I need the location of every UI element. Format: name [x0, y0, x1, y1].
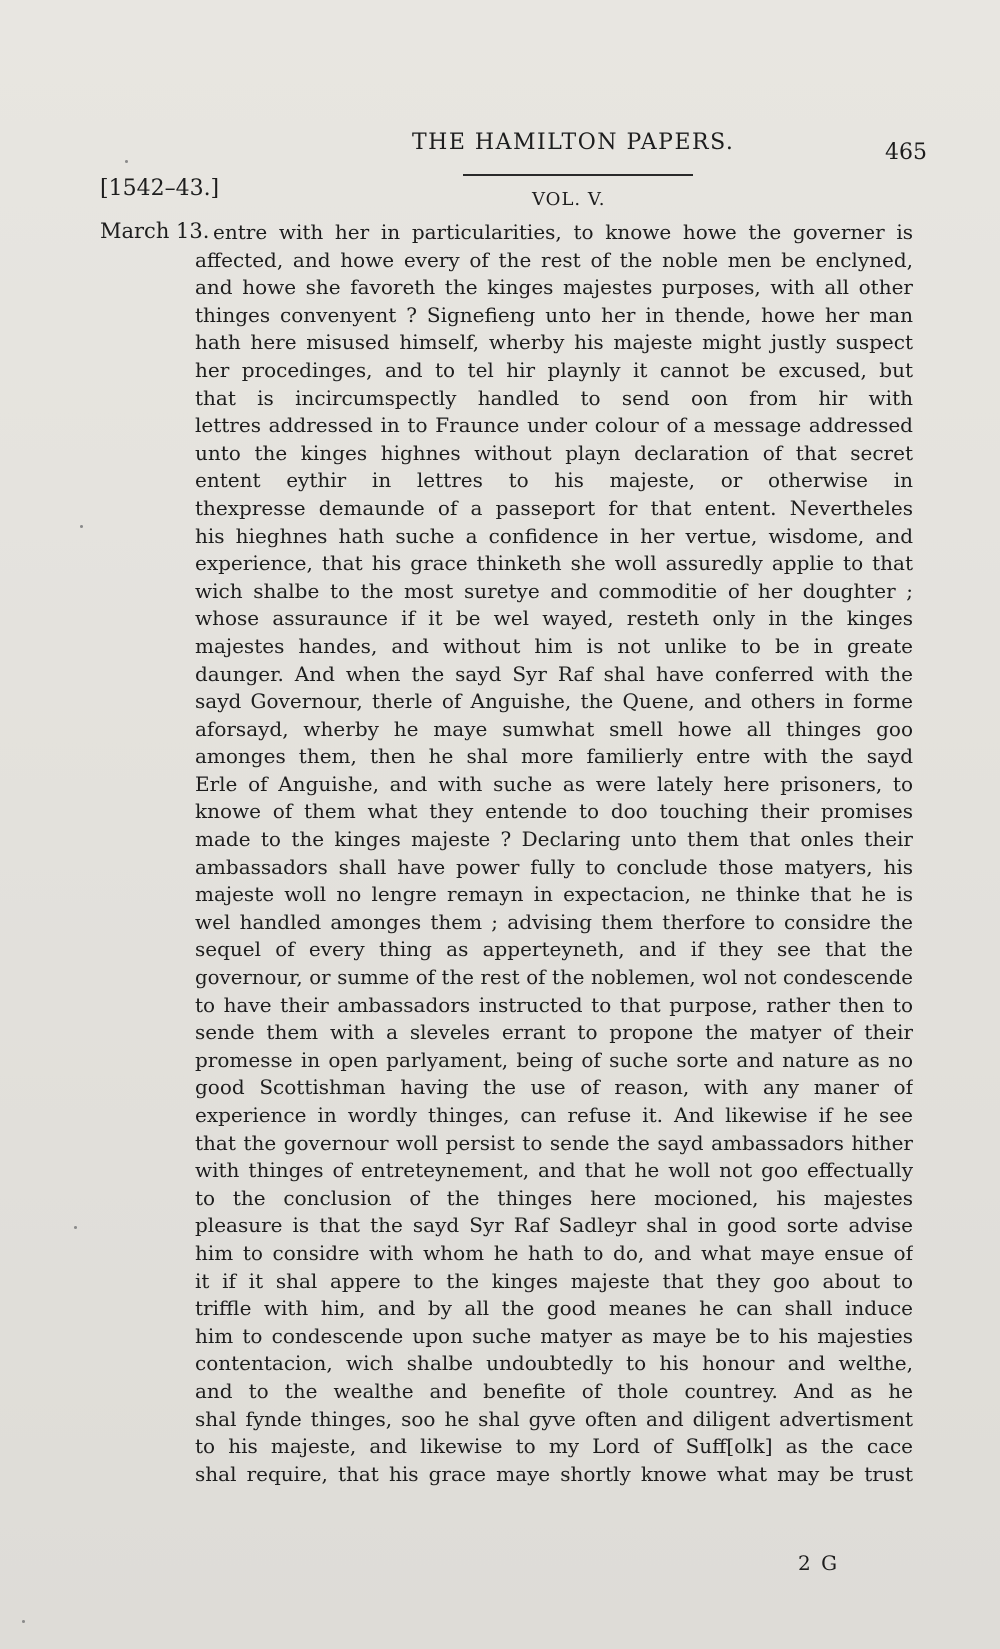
text-line: daunger. And when the sayd Syr Raf shal have conferred with the [195, 661, 913, 686]
text-line: made to the kinges majeste ? Declaring unto them that onles their [195, 827, 913, 852]
text-line: thexpresse demaunde of a passeport for that entent. Nevertheles [195, 495, 913, 520]
paper-speck [22, 1620, 25, 1623]
text-line: sende them with a sleveles errant to propone the matyer of their [195, 1020, 913, 1045]
text-line: hath here misused himself, wherby his majeste might justly suspect [195, 330, 913, 355]
text-line: sayd Governour, therle of Anguishe, the Quene, and others in forme [195, 689, 913, 714]
text-line: promesse in open parlyament, being of suche sorte and nature as no [195, 1047, 913, 1072]
text-line: shal fynde thinges, soo he shal gyve often and diligent advertisment [195, 1406, 913, 1431]
text-line: majestes handes, and without him is not unlike to be in greate [195, 633, 913, 658]
text-line: triffle with him, and by all the good meanes he can shall induce [195, 1296, 913, 1321]
text-line: to his majeste, and likewise to my Lord of Suff[olk] as the cace [195, 1434, 913, 1459]
text-line: thinges convenyent ? Signefieng unto her in thende, howe her man [195, 302, 913, 327]
text-line: that is incircumspectly handled to send oon from hir with [195, 385, 913, 410]
text-line: wich shalbe to the most suretye and commoditie of her doughter ; [195, 578, 913, 603]
text-line: lettres addressed in to Fraunce under colour of a message addressed [195, 413, 913, 438]
text-line: it if it shal appere to the kinges majeste that they goo about to [195, 1268, 913, 1293]
year-range: [1542–43.] [100, 176, 220, 201]
text-line: experience in wordly thinges, can refuse it. And likewise if he see [195, 1103, 913, 1127]
text-line: to have their ambassadors instructed to that purpose, rather then to [195, 992, 913, 1017]
text-line: good Scottishman having the use of reason, with any maner of [195, 1075, 913, 1100]
paper-speck [125, 160, 128, 163]
text-line: her procedinges, and to tel hir playnly it cannot be excused, but [195, 357, 913, 382]
signature-mark: 2 G [798, 1551, 840, 1575]
running-title: THE HAMILTON PAPERS. [412, 130, 735, 155]
text-line: governour, or summe of the rest of the noblemen, wol not condescende [195, 966, 913, 990]
text-line: and to the wealthe and benefite of thole countrey. And as he [195, 1378, 913, 1403]
text-line: with thinges of entreteynement, and that he woll not goo effectually [195, 1158, 913, 1183]
text-line: to the conclusion of the thinges here mocioned, his majestes [195, 1185, 913, 1210]
paper-speck [74, 1226, 77, 1229]
text-line: knowe of them what they entende to doo touching their promises [195, 799, 913, 824]
volume-label: VOL. V. [532, 189, 606, 210]
title-rule [463, 174, 693, 176]
text-line: ambassadors shall have power fully to conclude those matyers, his [195, 854, 913, 879]
text-line: that the governour woll persist to sende the sayd ambassadors hither [195, 1130, 913, 1155]
text-line: entent eythir in lettres to his majeste, or otherwise in [195, 468, 913, 493]
body-text [195, 219, 913, 1488]
text-line: shal require, that his grace maye shortly knowe what may be trust [195, 1461, 913, 1486]
text-line: whose assuraunce if it be wel wayed, resteth only in the kinges [195, 606, 913, 631]
text-line: and howe she favoreth the kinges majestes purposes, with all other [195, 275, 913, 300]
text-line: affected, and howe every of the rest of the noble men be enclyned, [195, 247, 913, 272]
text-line: unto the kinges highnes without playn declaration of that secret [195, 440, 913, 465]
text-line: sequel of every thing as apperteyneth, and if they see that the [195, 937, 913, 962]
text-line: amonges them, then he shal more familierly entre with the sayd [195, 744, 913, 769]
text-line: him to condescende upon suche matyer as maye be to his majesties [195, 1323, 913, 1348]
text-line: Erle of Anguishe, and with suche as were lately here prisoners, to [195, 771, 913, 796]
text-line: wel handled amonges them ; advising them therfore to considre the [195, 909, 913, 934]
paper-speck [80, 525, 83, 528]
text-line: majeste woll no lengre remayn in expectacion, ne thinke that he is [195, 882, 913, 907]
text-line: contentacion, wich shalbe undoubtedly to his honour and welthe, [195, 1351, 913, 1376]
page-number: 465 [885, 140, 927, 165]
text-line: his hieghnes hath suche a confidence in her vertue, wisdome, and [195, 523, 913, 548]
text-line: him to considre with whom he hath to do, and what maye ensue of [195, 1240, 913, 1265]
text-line: pleasure is that the sayd Syr Raf Sadleyr shal in good sorte advise [195, 1213, 913, 1238]
text-line: aforsayd, wherby he maye sumwhat smell howe all thinges goo [195, 716, 913, 741]
text-line: experience, that his grace thinketh she woll assuredly applie to that [195, 551, 913, 576]
text-line: entre with her in particularities, to knowe howe the governer is [213, 220, 913, 244]
margin-date: March 13. [100, 219, 210, 243]
